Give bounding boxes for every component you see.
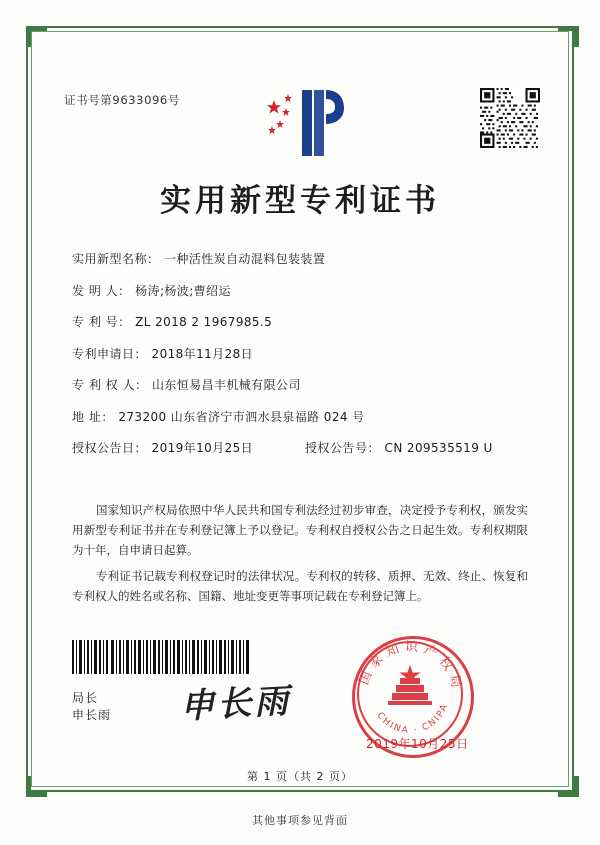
page-number: 第 1 页（共 2 页） [247,770,353,783]
qr-code-svg [480,88,540,148]
field-colon: ： [118,283,131,298]
signature-name: 申长雨 [72,708,112,722]
svg-text:国家知识产权局: 国家知识产权局 [356,639,465,695]
field-value-patentee: 山东恒易昌丰机械有限公司 [151,378,301,392]
field-colon: ： [367,441,380,455]
qr-code-icon [480,88,540,148]
signature-block [72,690,111,724]
corner-ornament-top-left [26,26,47,47]
field-label-address: 地 址 [72,409,102,424]
field-colon: ： [147,252,160,266]
field-value-invention-name: 一种活性炭自动混料包装装置 [164,252,326,266]
emblem-svg [262,86,346,160]
field-label-inventors: 发 明 人 [72,283,119,298]
field-colon: ： [101,409,114,424]
field-row-invention-name [72,250,528,267]
field-colon: ： [134,441,147,455]
field-label-grant-date: 授权公告日 [72,441,135,455]
field-label-grant-number: 授权公告号 [305,441,368,455]
field-colon: ： [134,378,147,392]
barcode-svg [72,640,252,674]
field-value-grant-number: CN 209535519 U [384,441,493,455]
field-row-application-date [72,345,528,362]
field-label-invention-name: 实用新型名称 [72,252,148,266]
legal-paragraph-2: 专利证书记载专利权登记时的法律状况。专利权的转移、质押、无效、终止、恢复和专利权人的姓名或名称、国籍、地址变更等事项记载在专利登记簿上。 [72,569,528,603]
handwritten-signature: 申长雨 [179,681,293,727]
field-value-inventors: 杨涛;杨波;曹绍运 [135,283,231,298]
signature-title: 局长 [72,691,99,705]
certificate-number: 证书号第9633096号 [64,93,180,107]
field-row-inventors [72,282,528,299]
field-label-patent-number: 专 利 号 [72,315,119,329]
field-list [72,250,528,471]
legal-body-text [72,500,528,612]
svg-text:CHINA · CNIPA: CHINA · CNIPA [374,701,451,737]
field-label-application-date: 专利申请日 [72,346,135,361]
seal-svg [355,639,465,749]
field-label-patentee: 专 利 权 人 [72,378,135,392]
page-title: 实用新型专利证书 [160,183,440,219]
field-value-grant-date: 2019年10月25日 [151,441,254,455]
footer-note: 其他事项参见背面 [252,814,348,827]
field-value-application-date: 2018年11月28日 [151,346,254,361]
corner-ornament-top-right [558,26,579,47]
patent-office-emblem-icon [262,86,346,160]
grant-number-group [305,439,493,456]
field-value-address: 273200 山东省济宁市泗水县泉福路 024 号 [118,409,365,424]
seal-date: 2019年10月25日 [366,737,469,751]
barcode [72,640,252,674]
field-row-grant [72,439,528,456]
field-value-patent-number: ZL 2018 2 1967985.5 [135,315,273,329]
legal-paragraph-1: 国家知识产权局依照中华人民共和国专利法经过初步审查，决定授予专利权，颁发实用新型专利证书并在专利登记簿上予以登记。专利权自授权公告之日起生效。专利权期限为十年，自申请日起算。 [72,503,528,557]
field-colon: ： [134,346,147,361]
field-row-address [72,408,528,425]
field-row-patentee [72,376,528,393]
field-colon: ： [118,315,131,329]
field-row-patent-number [72,313,528,330]
